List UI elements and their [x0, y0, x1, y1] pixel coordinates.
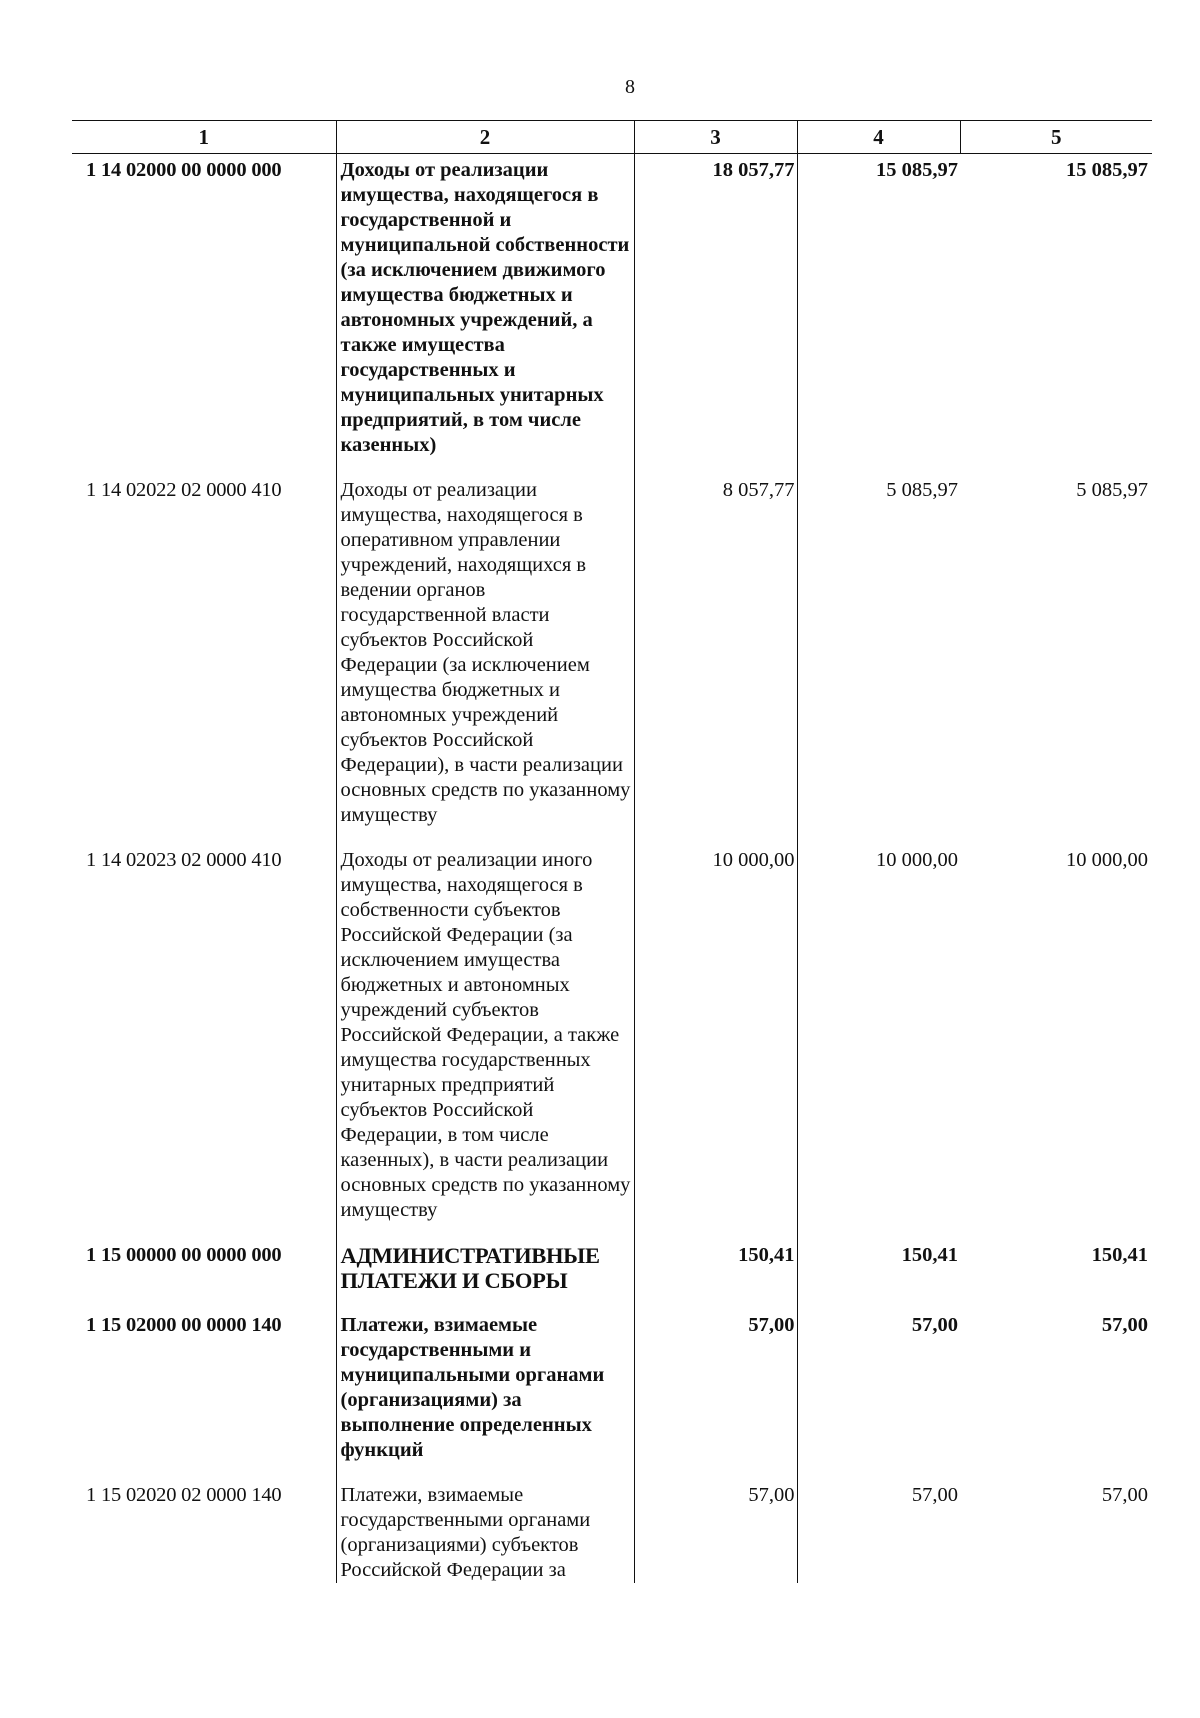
row-name: АДМИНИСТРАТИВНЫЕ ПЛАТЕЖИ И СБОРЫ: [336, 1239, 634, 1309]
table-row: [72, 474, 1152, 844]
row-value-col3: 8 057,77: [634, 474, 797, 844]
row-value-col4: 10 000,00: [797, 844, 960, 1239]
table-body: [72, 154, 1152, 1584]
row-name: Платежи, взимаемые государственными и муниципальными органами (организациями) за выполнение определенных функций: [336, 1309, 634, 1479]
column-header-5: 5: [960, 121, 1152, 154]
row-value-col4: 5 085,97: [797, 474, 960, 844]
column-header-1: 1: [72, 121, 336, 154]
budget-table: [72, 120, 1152, 1583]
column-header-2: 2: [336, 121, 634, 154]
row-value-col4: 57,00: [797, 1479, 960, 1583]
column-header-4: 4: [797, 121, 960, 154]
row-code: 1 15 02000 00 0000 140: [86, 1314, 282, 1336]
row-value-col4: 57,00: [797, 1309, 960, 1479]
table-row: [72, 1309, 1152, 1479]
row-value-col5: 15 085,97: [1066, 159, 1148, 181]
row-value-col5: 5 085,97: [1076, 479, 1148, 501]
row-value-col4: 15 085,97: [797, 154, 960, 475]
row-value-col3: 57,00: [634, 1479, 797, 1583]
row-code: 1 15 00000 00 0000 000: [86, 1244, 282, 1266]
row-value-col3: 57,00: [634, 1309, 797, 1479]
row-value-col5: 10 000,00: [1066, 849, 1148, 871]
row-value-col3: 10 000,00: [634, 844, 797, 1239]
row-code: 1 14 02022 02 0000 410: [86, 479, 282, 501]
row-value-col5: 150,41: [1091, 1244, 1148, 1266]
table-row: [72, 844, 1152, 1239]
header-row: [72, 121, 1152, 154]
row-name: Доходы от реализации иного имущества, находящегося в собственности субъектов Российской Федерации (за исключением имущества бюджетных и автономных учреждений субъектов Российской Федерации, а также имущества государственных унитарных предприятий субъектов Российской Федерации, в том числе казенных), в части реализации основных средств по указанному имуществу: [336, 844, 634, 1239]
row-name: Доходы от реализации имущества, находящегося в оперативном управлении учреждений, находящихся в ведении органов государственной власти субъектов Российской Федерации (за исключением имущества бюджетных и автономных учреждений субъектов Российской Федерации), в части реализации основных средств по указанному имуществу: [336, 474, 634, 844]
column-header-3: 3: [634, 121, 797, 154]
row-value-col5: 57,00: [1101, 1314, 1148, 1336]
row-value-col3: 150,41: [634, 1239, 797, 1309]
row-code: 1 14 02000 00 0000 000: [86, 159, 282, 181]
row-value-col4: 150,41: [797, 1239, 960, 1309]
row-code: 1 15 02020 02 0000 140: [86, 1484, 282, 1506]
table-header: [72, 121, 1152, 154]
table-row: [72, 1479, 1152, 1583]
row-value-col3: 18 057,77: [634, 154, 797, 475]
row-name: Доходы от реализации имущества, находящегося в государственной и муниципальной собственности (за исключением движимого имущества бюджетных и автономных учреждений, а также имущества государственных и муниципальных унитарных предприятий, в том числе казенных): [336, 154, 634, 475]
page-number: 8: [625, 76, 635, 98]
table-row: [72, 154, 1152, 475]
row-code: 1 14 02023 02 0000 410: [86, 849, 282, 871]
row-value-col5: 57,00: [1101, 1484, 1148, 1506]
row-name: Платежи, взимаемые государственными органами (организациями) субъектов Российской Федерации за: [336, 1479, 634, 1583]
table-row: [72, 1239, 1152, 1309]
